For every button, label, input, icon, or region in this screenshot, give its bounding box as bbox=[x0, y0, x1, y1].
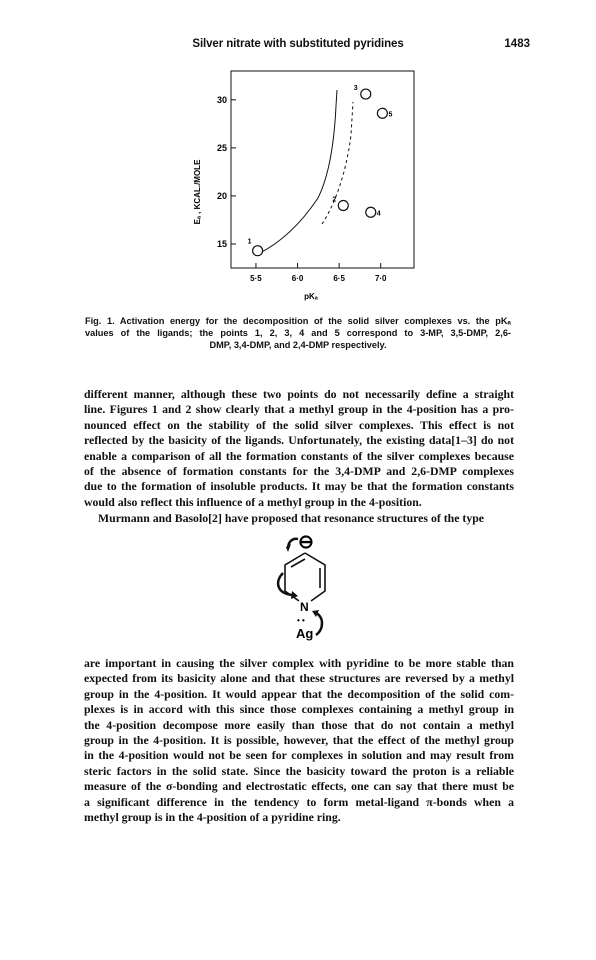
y-axis-ticks bbox=[217, 95, 236, 249]
data-point-label: 3 bbox=[353, 85, 358, 93]
nitrogen-atom: N bbox=[300, 600, 309, 614]
y-tick-label: 15 bbox=[216, 238, 227, 249]
text-line: line. Figures 1 and 2 show clearly that a methyl group in the 4-position has a pro- bbox=[84, 402, 514, 417]
text-line: nounced effect on the stability of the solid silver complexes. This effect is not bbox=[84, 417, 514, 432]
caption-line: Fig. 1. Activation energy for the decomposition of the solid silver complexes vs. the pKₐ bbox=[85, 316, 511, 326]
text-line: methyl group is in the 4-position of a pyridine ring. bbox=[84, 810, 341, 825]
text-line: steric factors in the solid state. Since the basicity toward the proton is a reliable bbox=[84, 763, 514, 778]
x-tick-label: 7·0 bbox=[374, 274, 387, 283]
caption-line: values of the ligands; the points 1, 2, 3, 4 and 5 correspond to 3-MP, 3,5-DMP, 2,6- bbox=[85, 328, 511, 338]
y-tick-label: 25 bbox=[216, 142, 227, 153]
figure-caption bbox=[85, 315, 511, 351]
solid-trend-curve bbox=[258, 90, 337, 254]
text-line: would also reflect this influence of a methyl group in the 4-position. bbox=[84, 494, 422, 509]
data-point bbox=[253, 246, 263, 256]
text-line: group in the 4-position. It would appear that the decomposition of the solid com- bbox=[84, 686, 514, 701]
data-point bbox=[377, 108, 387, 118]
figure-1-chart bbox=[150, 60, 470, 310]
text-line: measure of the σ-bonding and electrostatic effects, one can say that there must be bbox=[84, 779, 514, 794]
silver-atom: Ag bbox=[296, 626, 314, 641]
text-line: are important in causing the silver complex with pyridine to be more stable than bbox=[84, 656, 514, 670]
text-line: plexes is in accord with this since those complexes containing a methyl group in bbox=[84, 702, 514, 717]
paragraph-1 bbox=[84, 387, 514, 510]
data-point-label: 5 bbox=[388, 111, 393, 119]
page-number: 1483 bbox=[504, 38, 530, 50]
text-line: of the absence of formation constants for the 3,4-DMP and 2,6-DMP complexes bbox=[84, 464, 514, 479]
text-line: in the 4-position would not be seen for complexes in solution and may result from bbox=[84, 748, 514, 763]
x-tick-label: 6·0 bbox=[291, 274, 304, 283]
x-axis-ticks bbox=[250, 263, 387, 283]
electron-arrow-right bbox=[316, 613, 322, 635]
running-head bbox=[0, 38, 596, 54]
data-points bbox=[248, 85, 393, 256]
text-line: Murmann and Basolo[2] have proposed that resonance structures of the type bbox=[98, 511, 485, 525]
text-line: expected from its basicity alone and that these structures are reversed by a methyl bbox=[84, 671, 514, 686]
data-point-label: 4 bbox=[376, 210, 381, 218]
y-tick-label: 30 bbox=[216, 94, 227, 105]
running-head-title: Silver nitrate with substituted pyridines bbox=[192, 38, 404, 50]
paragraph-3 bbox=[84, 656, 514, 825]
lone-pair-dots: • • bbox=[297, 616, 305, 625]
y-axis-label: Eₐ , KCAL./MOLE bbox=[193, 159, 202, 225]
pyridine-silver-resonance-structure bbox=[258, 527, 358, 647]
x-tick-label: 5·5 bbox=[250, 274, 262, 283]
text-line: a significant difference in the tendency to form metal-ligand π-bonds when a bbox=[84, 794, 514, 809]
data-point bbox=[361, 89, 371, 99]
x-tick-label: 6·5 bbox=[333, 274, 345, 283]
data-point-label: 1 bbox=[247, 238, 252, 246]
text-line: different manner, although these two points do not necessarily define a straight bbox=[84, 387, 514, 401]
data-point bbox=[338, 201, 348, 211]
text-line: group in the 4-position. It is possible, however, that the effect of the methyl group bbox=[84, 733, 514, 748]
plot-frame bbox=[231, 71, 414, 268]
text-line: due to the formation of insoluble products. It may be that the formation constants bbox=[84, 479, 514, 494]
data-point-label: 2 bbox=[332, 196, 337, 204]
data-point bbox=[366, 207, 376, 217]
text-line: reflected by the basicity of the ligands. Unfortunately, the existing data[1–3] do not bbox=[84, 433, 514, 448]
paragraph-2 bbox=[84, 511, 514, 526]
text-line: enable a comparison of all the formation constants of the silver complexes because bbox=[84, 448, 514, 463]
text-line: the 4-position decompose more easily than those that do not contain a methyl bbox=[84, 717, 514, 732]
negative-charge-symbol: ⊖ bbox=[298, 532, 314, 553]
y-tick-label: 20 bbox=[216, 190, 227, 201]
caption-line: DMP, 3,4-DMP, and 2,4-DMP respectively. bbox=[209, 340, 387, 350]
x-axis-label: pKₐ bbox=[304, 292, 318, 301]
